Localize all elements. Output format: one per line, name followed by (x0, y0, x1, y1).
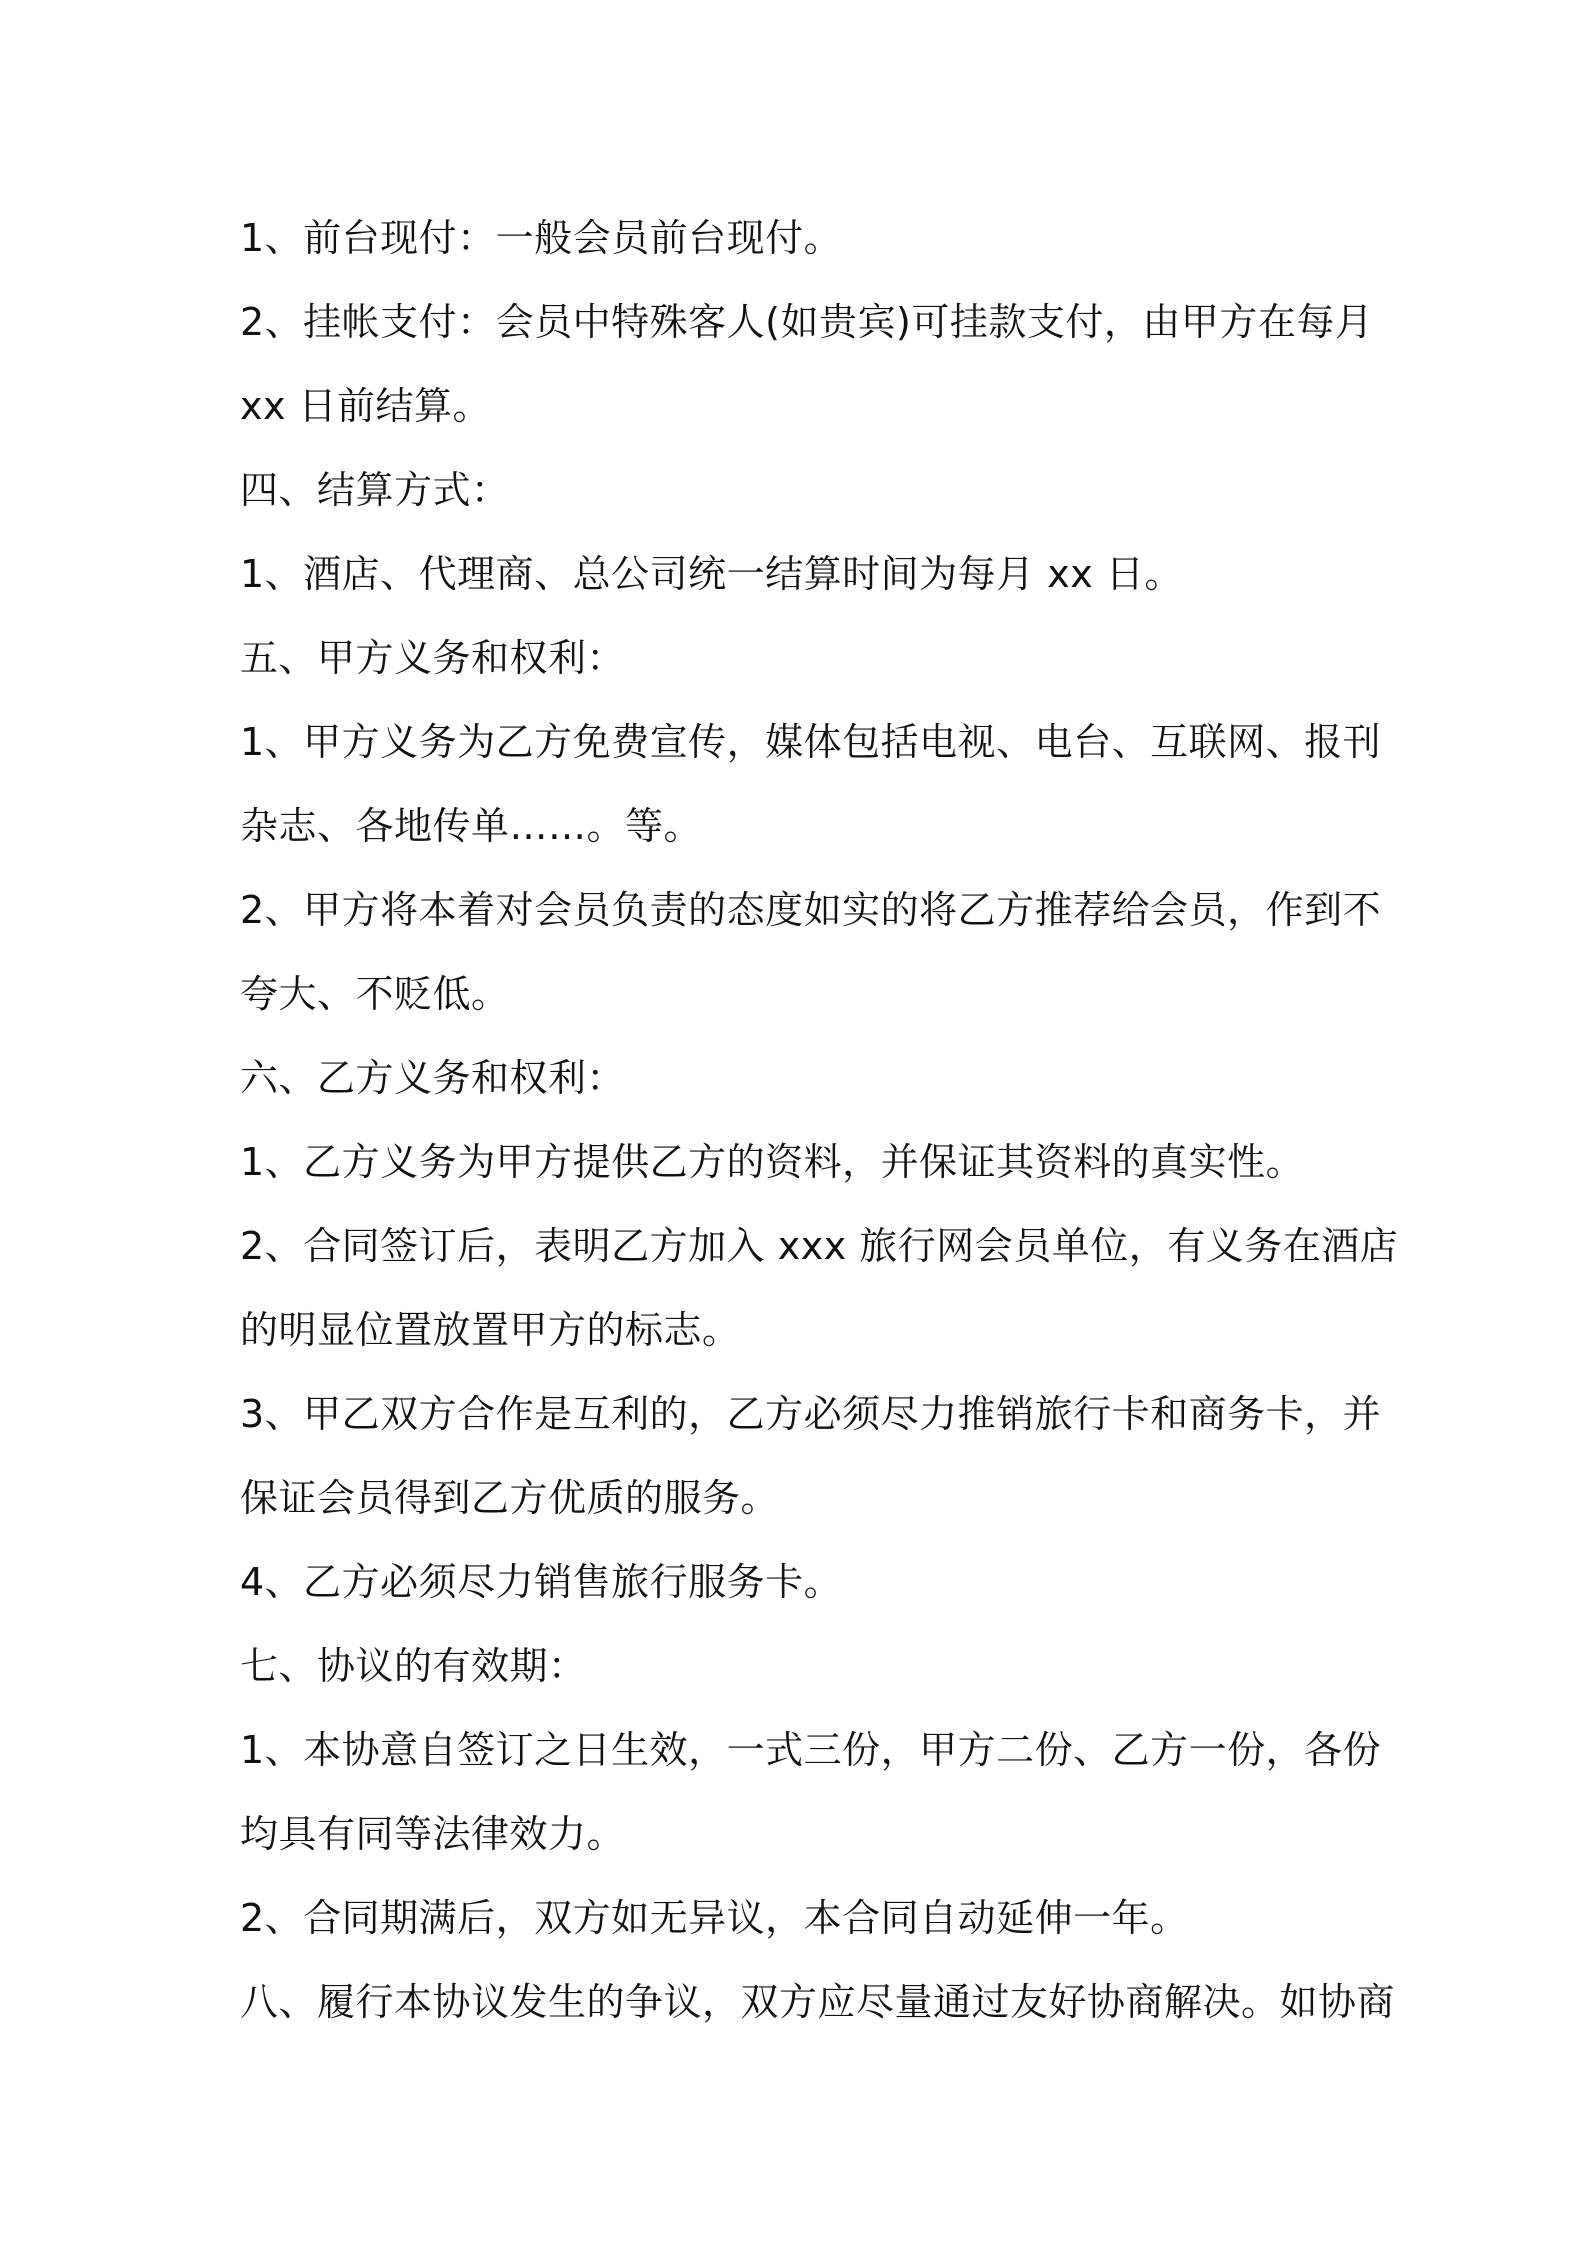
text-line: 3、甲乙双方合作是互利的，乙方必须尽力推销旅行卡和商务卡，并 (240, 1392, 1382, 1436)
text-line: 2、挂帐支付：会员中特殊客人(如贵宾)可挂款支付，由甲方在每月 (240, 300, 1374, 344)
text-line: 夸大、不贬低。 (240, 972, 510, 1016)
section-heading: 七、协议的有效期： (240, 1644, 587, 1688)
text-line: 2、合同期满后，双方如无异议，本合同自动延伸一年。 (240, 1896, 1189, 1940)
text-line: 4、乙方必须尽力销售旅行服务卡。 (240, 1560, 843, 1604)
document-body (240, 196, 1399, 2044)
text-line: 2、甲方将本着对会员负责的态度如实的将乙方推荐给会员，作到不 (240, 888, 1382, 932)
text-line: 1、本协意自签订之日生效，一式三份，甲方二份、乙方一份，各份 (240, 1728, 1382, 1772)
text-line: 1、甲方义务为乙方免费宣传，媒体包括电视、电台、互联网、报刊 (240, 720, 1382, 764)
text-line: xx 日前结算。 (240, 384, 492, 428)
text-line: 杂志、各地传单……。等。 (240, 804, 703, 848)
text-line: 均具有同等法律效力。 (240, 1812, 626, 1856)
text-line: 1、前台现付：一般会员前台现付。 (240, 216, 843, 260)
text-line: 1、乙方义务为甲方提供乙方的资料，并保证其资料的真实性。 (240, 1140, 1305, 1184)
section-heading: 八、履行本协议发生的争议，双方应尽量通过友好协商解决。如协商 (240, 1980, 1396, 2024)
text-line: 的明显位置放置甲方的标志。 (240, 1308, 741, 1352)
text-line: 1、酒店、代理商、总公司统一结算时间为每月 xx 日。 (240, 552, 1183, 596)
text-line: 2、合同签订后，表明乙方加入 xxx 旅行网会员单位，有义务在酒店 (240, 1224, 1399, 1268)
section-heading: 四、结算方式： (240, 468, 510, 512)
section-heading: 五、甲方义务和权利： (240, 636, 626, 680)
section-heading: 六、乙方义务和权利： (240, 1056, 626, 1100)
text-line: 保证会员得到乙方优质的服务。 (240, 1476, 780, 1520)
